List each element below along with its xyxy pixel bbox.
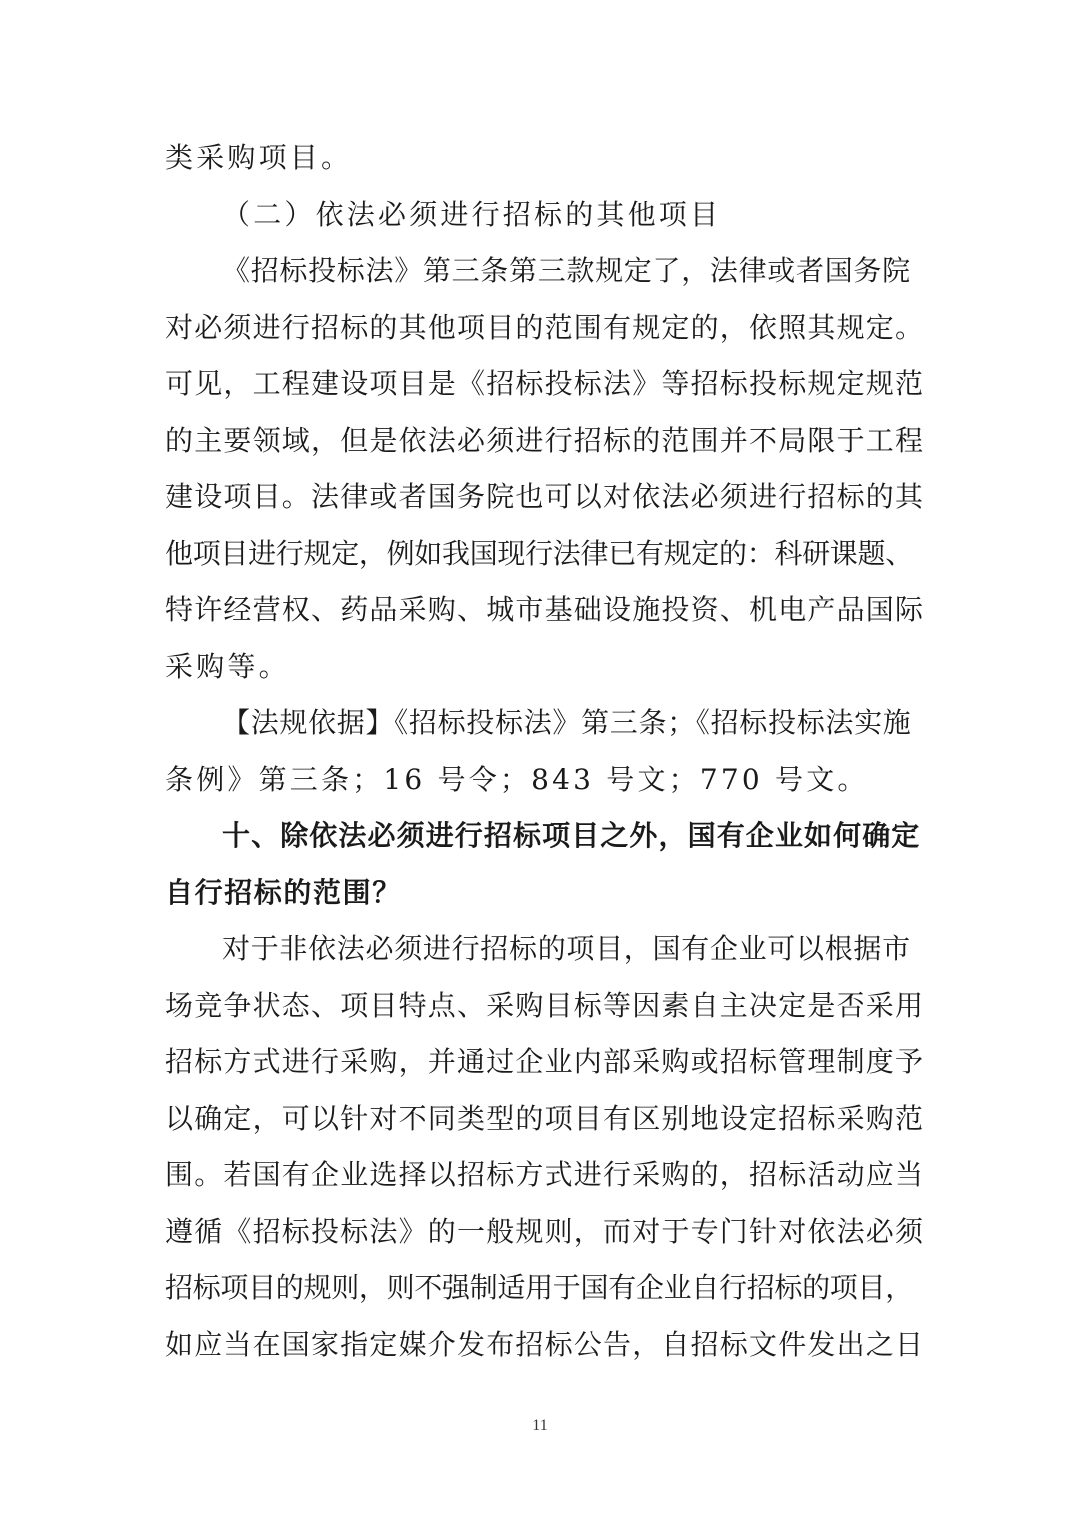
legal-basis-line: 条例》第三条；16 号令；843 号文；770 号文。: [165, 763, 869, 796]
body-text-line: 如应当在国家指定媒介发布招标公告，自招标文件发出之日: [165, 1328, 925, 1361]
body-text-line: 对必须进行招标的其他项目的范围有规定的，依照其规定。: [165, 311, 925, 344]
body-text-line: 《招标投标法》第三条第三款规定了，法律或者国务院: [222, 254, 911, 287]
body-text-line: 特许经营权、药品采购、城市基础设施投资、机电产品国际: [165, 593, 925, 626]
body-text-line: 他项目进行规定，例如我国现行法律已有规定的：科研课题、: [165, 537, 913, 570]
body-text-line: 可见，工程建设项目是《招标投标法》等招标投标规定规范: [165, 367, 925, 400]
question-heading: 自行招标的范围？: [165, 876, 402, 909]
body-text-line: 对于非依法必须进行招标的项目，国有企业可以根据市: [222, 932, 911, 965]
body-text-line: 类采购项目。: [165, 141, 353, 174]
body-text-line: 的主要领域，但是依法必须进行招标的范围并不局限于工程: [165, 424, 925, 457]
body-text-line: 招标方式进行采购，并通过企业内部采购或招标管理制度予: [165, 1045, 925, 1078]
body-text-line: 遵循《招标投标法》的一般规则，而对于专门针对依法必须: [165, 1215, 925, 1248]
question-heading: 十、除依法必须进行招标项目之外，国有企业如何确定: [222, 819, 921, 852]
legal-basis-line: 【法规依据】《招标投标法》第三条；《招标投标法实施: [222, 706, 912, 739]
section-subheading: （二）依法必须进行招标的其他项目: [222, 198, 722, 231]
body-text-line: 建设项目。法律或者国务院也可以对依法必须进行招标的其: [165, 480, 925, 513]
body-text-line: 场竞争状态、项目特点、采购目标等因素自主决定是否采用: [165, 989, 925, 1022]
page-number: 11: [532, 1417, 548, 1434]
body-text-line: 围。若国有企业选择以招标方式进行采购的，招标活动应当: [165, 1158, 925, 1191]
body-text-line: 采购等。: [165, 650, 290, 683]
body-text-line: 以确定，可以针对不同类型的项目有区别地设定招标采购范: [165, 1102, 925, 1135]
body-text-line: 招标项目的规则，则不强制适用于国有企业自行招标的项目，: [165, 1271, 913, 1304]
